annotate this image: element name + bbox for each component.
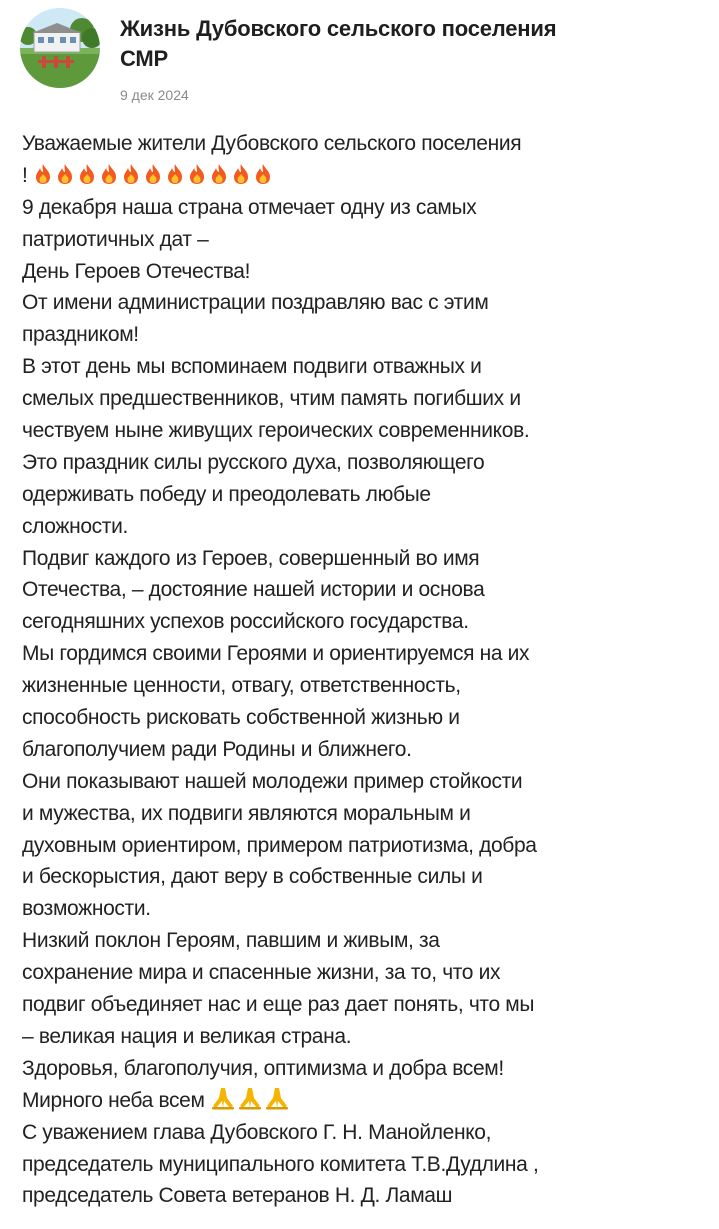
fire-icon [121,163,141,185]
fire-icon [187,163,207,185]
post-text-line: Мы гордимся своими Героями и ориентируемся на их [22,642,530,666]
post-text-line: способность рисковать собственной жизнью и [22,706,460,730]
fire-icon [253,163,273,185]
village-building-avatar-icon[interactable] [20,8,100,88]
fire-icon [55,163,75,185]
post-text-line: сложности. [22,514,128,538]
fire-icon [143,163,163,185]
post-text-line: председатель Совета ветеранов Н. Д. Ламаш [22,1184,453,1208]
author-name-line2: СМР [120,46,168,71]
post-text-line: Уважаемые жители Дубовского сельского поселения [22,132,522,155]
post-text-line-with-fire [22,160,702,192]
post-text-line: Они показывают нашей молодежи пример стойкости [22,769,523,793]
post-text [22,128,702,1212]
post-text-line: В этот день мы вспоминаем подвиги отважных и [22,355,482,379]
post-text-fragment: ! [22,163,28,187]
fire-icon [99,163,119,185]
post-text-line-with-pray [22,1085,702,1117]
folded-hands-icon [237,1086,263,1110]
post-header [20,8,700,108]
post-text-line: и бескорыстия, дают веру в собственные силы и [22,865,483,889]
post-date[interactable]: 9 дек 2024 [120,87,189,103]
post-text-line: Здоровья, благополучия, оптимизма и добра всем! [22,1056,504,1080]
folded-hands-icon [264,1086,290,1110]
post-text-line: чествуем ныне живущих героических современников. [22,419,530,443]
post-text-line: От имени администрации поздравляю вас с этим [22,291,489,315]
fire-icon [77,163,97,185]
post-text-line: С уважением глава Дубовского Г. Н. Манойленко, [22,1120,492,1144]
fire-icon [33,163,53,185]
post-text-line: сохранение мира и спасенные жизни, за то, что их [22,961,501,985]
post-text-line: председатель муниципального комитета Т.В.Дудлина , [22,1152,539,1176]
post-text-line: Низкий поклон Героям, павшим и живым, за [22,929,440,953]
post-text-line: Отечества, – достояние нашей истории и основа [22,578,485,602]
post-text-fragment: Мирного неба всем [22,1088,205,1112]
post-text-line: духовным ориентиром, примером патриотизма, добра [22,833,537,857]
post-text-line: смелых предшественников, чтим память погибших и [22,387,521,411]
post-text-line: праздником! [22,323,139,347]
post-text-line: День Героев Отечества! [22,259,251,283]
pray-emoji-row [210,1085,291,1117]
fire-emoji-row [33,160,275,192]
post-text-line: одерживать победу и преодолевать любые [22,482,431,506]
post-text-line: Подвиг каждого из Героев, совершенный во имя [22,546,480,570]
post-text-line: Это праздник силы русского духа, позволяющего [22,450,485,474]
post-text-line: возможности. [22,897,151,921]
post-text-line: – великая нация и великая страна. [22,1024,352,1048]
fire-icon [231,163,251,185]
post-text-line: и мужества, их подвиги являются моральным и [22,801,471,825]
post-text-line: благополучием ради Родины и ближнего. [22,737,412,761]
author-name-line1: Жизнь Дубовского сельского поселения [120,16,557,41]
post-text-line: подвиг объединяет нас и еще раз дает понять, что мы [22,993,535,1017]
fire-icon [165,163,185,185]
post-text-line: сегодняшних успехов российского государства. [22,610,469,634]
author-name[interactable] [120,14,680,74]
folded-hands-icon [210,1086,236,1110]
post-text-line: жизненные ценности, отвагу, ответственность, [22,674,461,698]
post-text-line: 9 декабря наша страна отмечает одну из самых [22,195,477,219]
post-text-line: патриотичных дат – [22,227,209,251]
fire-icon [209,163,229,185]
